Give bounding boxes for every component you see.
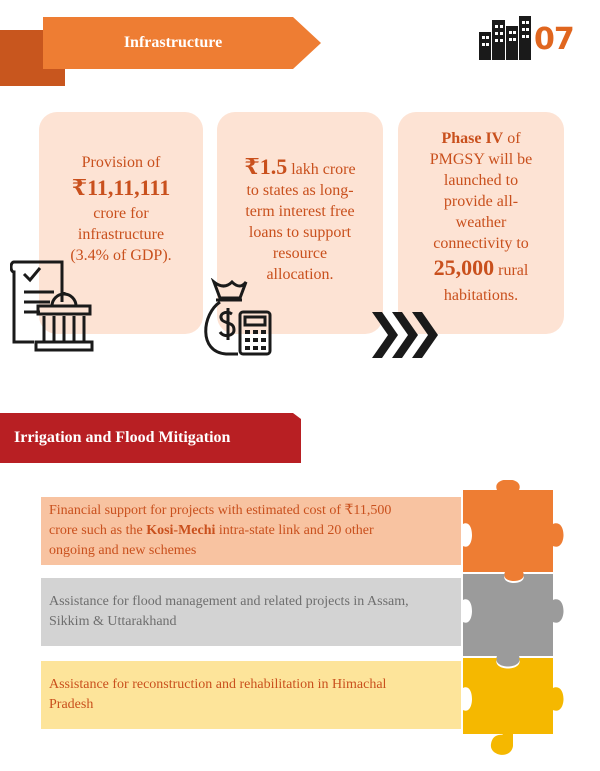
- card2-line6: allocation.: [266, 266, 334, 283]
- page-number: 07: [534, 22, 574, 57]
- card3-line7: rural: [494, 262, 529, 279]
- card3-line6: connectivity to: [433, 235, 529, 252]
- card1-line3: (3.4% of GDP).: [70, 247, 172, 264]
- irrigation-title: Irrigation and Flood Mitigation: [14, 429, 231, 446]
- card3-line4: provide all-: [443, 193, 519, 210]
- card2-line5: resource: [272, 245, 328, 262]
- card3-phase: Phase IV: [441, 130, 504, 147]
- irrigation-item-reconstruction: [41, 661, 461, 729]
- triple-chevron-right-icon: [372, 312, 440, 358]
- card3-line3: launched to: [443, 172, 519, 189]
- row1-line2a: crore such as the: [49, 523, 147, 538]
- card3-line8: habitations.: [443, 287, 519, 304]
- card3-lead-rest: of: [503, 130, 521, 147]
- row1-line1: Financial support for projects with estimated cost of ₹11,500: [49, 503, 392, 518]
- puzzle-piece-yellow: [463, 658, 564, 755]
- row3-line1: Assistance for reconstruction and rehabilitation in Himachal: [49, 677, 387, 692]
- irrigation-item-financial-support: [41, 497, 461, 565]
- row1-kosi-mechi: Kosi-Mechi: [146, 523, 216, 538]
- row1-line3: ongoing and new schemes: [49, 543, 197, 558]
- row2-line2: Sikkim & Uttarakhand: [49, 614, 177, 629]
- section-title: Infrastructure: [123, 34, 223, 51]
- card2-line1: lakh crore: [287, 161, 356, 178]
- puzzle-piece-gray: [463, 574, 564, 667]
- puzzle-piece-orange: [463, 480, 564, 581]
- buildings-icon: [477, 16, 533, 60]
- row3-line2: Pradesh: [49, 697, 94, 712]
- card3-line5: weather: [455, 214, 507, 231]
- card1-line2: infrastructure: [77, 226, 165, 243]
- card1-line1: crore for: [93, 205, 149, 222]
- row1-line2b: intra-state link and 20 other: [215, 523, 374, 538]
- card3-line2: PMGSY will be: [429, 151, 533, 168]
- card1-amount: ₹11,11,111: [71, 175, 171, 200]
- row2-line1: Assistance for flood management and related projects in Assam,: [49, 594, 409, 609]
- card1-pre: Provision of: [81, 154, 161, 171]
- irrigation-item-flood-management: [41, 578, 461, 646]
- card2-line4: loans to support: [248, 224, 352, 241]
- puzzle-pieces-icon: [455, 480, 595, 760]
- card2-amount: ₹1.5: [244, 154, 288, 179]
- card2-line3: term interest free: [245, 203, 355, 220]
- document-building-icon: [10, 258, 96, 354]
- card3-amount: 25,000: [433, 255, 495, 280]
- card2-line2: to states as long-: [246, 182, 354, 199]
- money-bag-calculator-icon: [200, 278, 274, 358]
- card-pmgsy: [398, 112, 564, 334]
